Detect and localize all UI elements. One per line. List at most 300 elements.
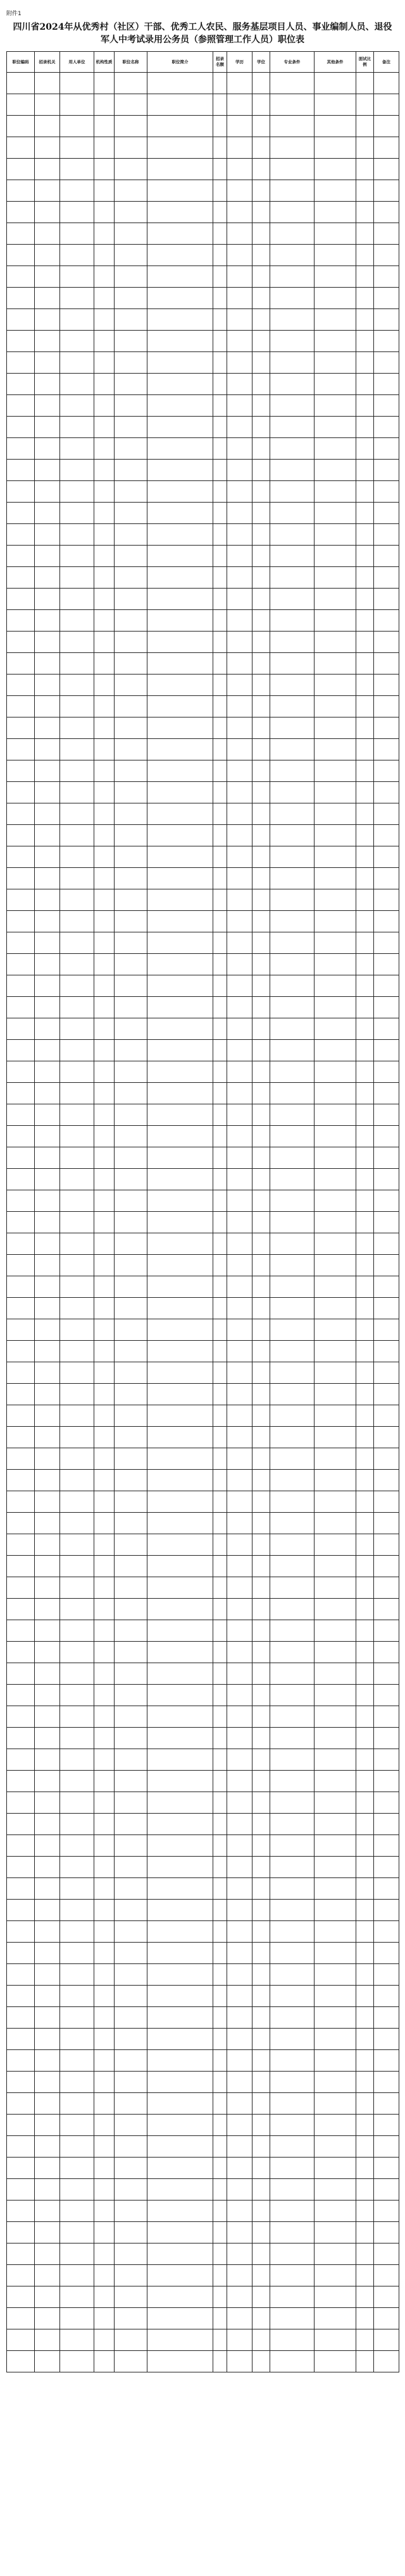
- table-cell: [60, 1212, 94, 1233]
- table-cell: [270, 1255, 315, 1276]
- table-cell: [147, 2351, 213, 2372]
- table-cell: [35, 1061, 60, 1083]
- table-cell: [7, 610, 35, 632]
- table-cell: [227, 2072, 252, 2093]
- table-cell: [374, 1771, 399, 1792]
- table-cell: [252, 1448, 270, 1470]
- table-cell: [7, 1814, 35, 1835]
- table-cell: [374, 1577, 399, 1599]
- table-cell: [315, 288, 356, 309]
- table-cell: [356, 1663, 374, 1685]
- table-cell: [356, 1814, 374, 1835]
- table-cell: [356, 932, 374, 954]
- table-row: [7, 846, 399, 868]
- table-cell: [60, 739, 94, 760]
- table-row: [7, 524, 399, 546]
- table-cell: [35, 1749, 60, 1771]
- table-cell: [115, 696, 147, 717]
- table-cell: [35, 2351, 60, 2372]
- table-cell: [7, 159, 35, 180]
- table-cell: [270, 1599, 315, 1620]
- table-cell: [356, 782, 374, 803]
- table-cell: [315, 1642, 356, 1663]
- table-cell: [252, 2007, 270, 2029]
- table-cell: [315, 2329, 356, 2351]
- table-cell: [147, 675, 213, 696]
- table-cell: [115, 1857, 147, 1878]
- table-cell: [227, 1298, 252, 1319]
- table-cell: [115, 1298, 147, 1319]
- table-cell: [315, 803, 356, 825]
- table-row: [7, 438, 399, 460]
- table-cell: [270, 1857, 315, 1878]
- table-cell: [94, 1663, 115, 1685]
- table-row: [7, 1362, 399, 1384]
- table-cell: [227, 223, 252, 245]
- table-cell: [213, 223, 227, 245]
- attachment-label: 附件1: [6, 11, 22, 17]
- table-row: [7, 868, 399, 889]
- table-cell: [213, 1083, 227, 1104]
- table-cell: [60, 1341, 94, 1362]
- table-cell: [35, 1169, 60, 1190]
- table-cell: [213, 1964, 227, 1986]
- table-cell: [35, 331, 60, 352]
- table-cell: [315, 438, 356, 460]
- table-cell: [7, 1663, 35, 1685]
- table-cell: [94, 1362, 115, 1384]
- table-cell: [356, 1212, 374, 1233]
- table-cell: [374, 1749, 399, 1771]
- table-cell: [35, 395, 60, 417]
- table-cell: [213, 1126, 227, 1147]
- table-cell: [147, 2115, 213, 2136]
- table-cell: [227, 997, 252, 1018]
- table-cell: [356, 1728, 374, 1749]
- table-cell: [315, 1169, 356, 1190]
- table-row: [7, 1728, 399, 1749]
- table-cell: [374, 159, 399, 180]
- table-cell: [115, 180, 147, 202]
- table-cell: [315, 975, 356, 997]
- table-cell: [213, 288, 227, 309]
- table-cell: [60, 1599, 94, 1620]
- table-cell: [227, 1857, 252, 1878]
- table-cell: [374, 73, 399, 94]
- table-cell: [213, 1663, 227, 1685]
- table-cell: [374, 524, 399, 546]
- table-cell: [270, 2093, 315, 2115]
- table-cell: [356, 374, 374, 395]
- table-cell: [115, 1663, 147, 1685]
- table-cell: [270, 1061, 315, 1083]
- table-cell: [60, 911, 94, 932]
- table-cell: [7, 1448, 35, 1470]
- table-cell: [213, 1061, 227, 1083]
- table-cell: [35, 1857, 60, 1878]
- table-cell: [94, 1083, 115, 1104]
- table-row: [7, 1255, 399, 1276]
- table-cell: [7, 2351, 35, 2372]
- table-cell: [374, 997, 399, 1018]
- table-cell: [315, 2007, 356, 2029]
- table-cell: [356, 1104, 374, 1126]
- table-cell: [252, 739, 270, 760]
- table-cell: [115, 632, 147, 653]
- table-cell: [374, 1491, 399, 1513]
- table-row: [7, 2286, 399, 2308]
- table-cell: [147, 73, 213, 94]
- table-row: [7, 137, 399, 159]
- table-cell: [213, 1685, 227, 1706]
- table-cell: [60, 546, 94, 567]
- table-cell: [115, 1104, 147, 1126]
- table-row: [7, 1169, 399, 1190]
- table-cell: [35, 1212, 60, 1233]
- table-cell: [213, 2072, 227, 2093]
- table-row: [7, 2265, 399, 2286]
- table-cell: [60, 1642, 94, 1663]
- table-row: [7, 2351, 399, 2372]
- table-cell: [213, 159, 227, 180]
- table-cell: [270, 675, 315, 696]
- table-cell: [252, 1857, 270, 1878]
- table-cell: [147, 331, 213, 352]
- table-cell: [147, 1943, 213, 1964]
- table-cell: [60, 1233, 94, 1255]
- table-cell: [35, 1534, 60, 1556]
- table-cell: [315, 1814, 356, 1835]
- table-cell: [60, 352, 94, 374]
- table-cell: [356, 159, 374, 180]
- table-cell: [35, 2201, 60, 2222]
- table-cell: [147, 567, 213, 589]
- table-cell: [374, 417, 399, 438]
- table-cell: [356, 2050, 374, 2072]
- table-cell: [115, 717, 147, 739]
- table-row: [7, 546, 399, 567]
- table-cell: [147, 1792, 213, 1814]
- table-cell: [7, 1792, 35, 1814]
- table-cell: [115, 1169, 147, 1190]
- table-cell: [227, 2050, 252, 2072]
- table-cell: [147, 911, 213, 932]
- table-cell: [270, 717, 315, 739]
- table-cell: [227, 1233, 252, 1255]
- table-cell: [252, 1663, 270, 1685]
- table-cell: [356, 2179, 374, 2201]
- table-cell: [213, 1190, 227, 1212]
- table-cell: [213, 1169, 227, 1190]
- table-cell: [35, 1943, 60, 1964]
- table-cell: [356, 137, 374, 159]
- table-cell: [115, 1964, 147, 1986]
- table-cell: [213, 2115, 227, 2136]
- table-cell: [94, 932, 115, 954]
- table-cell: [115, 116, 147, 137]
- table-cell: [356, 1362, 374, 1384]
- table-cell: [270, 739, 315, 760]
- table-cell: [60, 1040, 94, 1061]
- table-cell: [270, 1964, 315, 1986]
- table-cell: [115, 1642, 147, 1663]
- table-cell: [213, 1577, 227, 1599]
- table-cell: [227, 1470, 252, 1491]
- table-cell: [227, 932, 252, 954]
- table-cell: [374, 503, 399, 524]
- table-cell: [315, 1319, 356, 1341]
- table-cell: [115, 2093, 147, 2115]
- table-cell: [7, 1083, 35, 1104]
- table-cell: [270, 889, 315, 911]
- table-cell: [35, 1190, 60, 1212]
- table-cell: [356, 460, 374, 481]
- table-cell: [147, 1341, 213, 1362]
- table-cell: [7, 460, 35, 481]
- table-cell: [60, 245, 94, 266]
- table-cell: [7, 2308, 35, 2329]
- table-cell: [252, 159, 270, 180]
- table-cell: [213, 589, 227, 610]
- table-row: [7, 1900, 399, 1921]
- table-cell: [315, 1384, 356, 1405]
- table-cell: [374, 2007, 399, 2029]
- table-cell: [147, 2222, 213, 2243]
- table-cell: [60, 2329, 94, 2351]
- table-cell: [7, 1341, 35, 1362]
- table-cell: [35, 1663, 60, 1685]
- table-cell: [252, 1427, 270, 1448]
- table-cell: [315, 546, 356, 567]
- table-cell: [270, 374, 315, 395]
- table-cell: [227, 1921, 252, 1943]
- table-cell: [315, 1190, 356, 1212]
- table-cell: [213, 1276, 227, 1298]
- table-cell: [7, 589, 35, 610]
- table-cell: [94, 245, 115, 266]
- table-cell: [60, 803, 94, 825]
- table-cell: [227, 1018, 252, 1040]
- table-cell: [94, 1577, 115, 1599]
- table-cell: [213, 997, 227, 1018]
- table-cell: [147, 546, 213, 567]
- table-cell: [7, 653, 35, 675]
- table-cell: [213, 1470, 227, 1491]
- table-cell: [374, 1556, 399, 1577]
- table-cell: [227, 202, 252, 223]
- table-cell: [374, 1190, 399, 1212]
- table-cell: [252, 73, 270, 94]
- table-row: [7, 1061, 399, 1083]
- table-cell: [252, 460, 270, 481]
- table-cell: [227, 2007, 252, 2029]
- table-cell: [315, 1620, 356, 1642]
- table-cell: [252, 567, 270, 589]
- table-cell: [270, 180, 315, 202]
- table-cell: [356, 1835, 374, 1857]
- table-cell: [356, 1577, 374, 1599]
- table-cell: [147, 1233, 213, 1255]
- table-cell: [147, 94, 213, 116]
- table-cell: [270, 975, 315, 997]
- table-cell: [252, 438, 270, 460]
- table-cell: [356, 2072, 374, 2093]
- table-cell: [147, 2243, 213, 2265]
- table-cell: [7, 1835, 35, 1857]
- table-cell: [356, 1921, 374, 1943]
- table-cell: [356, 1147, 374, 1169]
- table-cell: [35, 309, 60, 331]
- table-row: [7, 889, 399, 911]
- table-cell: [227, 438, 252, 460]
- table-cell: [227, 610, 252, 632]
- table-cell: [213, 825, 227, 846]
- table-cell: [252, 180, 270, 202]
- table-cell: [7, 954, 35, 975]
- table-cell: [35, 223, 60, 245]
- table-cell: [374, 546, 399, 567]
- table-cell: [356, 1685, 374, 1706]
- table-cell: [7, 1427, 35, 1448]
- table-row: [7, 1018, 399, 1040]
- table-cell: [356, 889, 374, 911]
- table-cell: [94, 589, 115, 610]
- table-cell: [7, 1599, 35, 1620]
- table-cell: [94, 1857, 115, 1878]
- table-cell: [270, 546, 315, 567]
- table-cell: [115, 782, 147, 803]
- table-cell: [94, 1276, 115, 1298]
- table-cell: [270, 782, 315, 803]
- table-cell: [356, 94, 374, 116]
- table-cell: [147, 610, 213, 632]
- table-cell: [252, 2222, 270, 2243]
- table-cell: [315, 116, 356, 137]
- table-cell: [356, 2265, 374, 2286]
- table-cell: [35, 1706, 60, 1728]
- table-cell: [374, 1126, 399, 1147]
- table-cell: [94, 1556, 115, 1577]
- table-cell: [252, 1878, 270, 1900]
- table-cell: [227, 524, 252, 546]
- table-cell: [213, 846, 227, 868]
- table-cell: [115, 1921, 147, 1943]
- table-cell: [356, 2351, 374, 2372]
- table-cell: [252, 760, 270, 782]
- table-cell: [94, 889, 115, 911]
- table-cell: [356, 1556, 374, 1577]
- table-cell: [356, 2136, 374, 2158]
- table-row: [7, 1040, 399, 1061]
- table-cell: [115, 1792, 147, 1814]
- table-cell: [270, 2201, 315, 2222]
- table-cell: [94, 610, 115, 632]
- table-cell: [35, 2286, 60, 2308]
- table-cell: [315, 2201, 356, 2222]
- table-cell: [252, 524, 270, 546]
- position-table: [6, 51, 399, 2372]
- table-cell: [270, 1040, 315, 1061]
- table-cell: [213, 975, 227, 997]
- table-cell: [115, 1233, 147, 1255]
- table-cell: [147, 1814, 213, 1835]
- table-cell: [94, 911, 115, 932]
- table-cell: [35, 2329, 60, 2351]
- table-cell: [374, 2201, 399, 2222]
- table-cell: [374, 868, 399, 889]
- table-cell: [315, 610, 356, 632]
- table-cell: [35, 825, 60, 846]
- table-cell: [356, 803, 374, 825]
- table-cell: [35, 1620, 60, 1642]
- table-cell: [115, 202, 147, 223]
- table-cell: [356, 1061, 374, 1083]
- table-cell: [252, 202, 270, 223]
- table-cell: [315, 2351, 356, 2372]
- table-cell: [270, 159, 315, 180]
- table-cell: [115, 1276, 147, 1298]
- table-cell: [60, 868, 94, 889]
- table-cell: [7, 352, 35, 374]
- table-cell: [60, 1083, 94, 1104]
- table-cell: [356, 1126, 374, 1147]
- table-cell: [227, 1835, 252, 1857]
- table-cell: [213, 1491, 227, 1513]
- table-row: [7, 1857, 399, 1878]
- table-cell: [7, 2115, 35, 2136]
- table-cell: [35, 1513, 60, 1534]
- table-cell: [7, 803, 35, 825]
- table-cell: [94, 1147, 115, 1169]
- table-cell: [60, 2158, 94, 2179]
- table-cell: [115, 2222, 147, 2243]
- table-cell: [115, 288, 147, 309]
- table-cell: [213, 245, 227, 266]
- table-cell: [252, 2265, 270, 2286]
- table-cell: [227, 2029, 252, 2050]
- table-row: [7, 717, 399, 739]
- table-cell: [147, 2093, 213, 2115]
- table-cell: [7, 1857, 35, 1878]
- table-cell: [7, 2179, 35, 2201]
- table-cell: [60, 223, 94, 245]
- table-cell: [60, 1986, 94, 2007]
- table-cell: [315, 954, 356, 975]
- table-cell: [270, 954, 315, 975]
- table-cell: [252, 374, 270, 395]
- table-cell: [227, 116, 252, 137]
- table-cell: [270, 1169, 315, 1190]
- table-cell: [213, 438, 227, 460]
- table-cell: [35, 352, 60, 374]
- table-cell: [147, 932, 213, 954]
- table-cell: [7, 911, 35, 932]
- table-cell: [374, 675, 399, 696]
- table-cell: [213, 1534, 227, 1556]
- table-row: [7, 1599, 399, 1620]
- table-cell: [252, 1405, 270, 1427]
- table-cell: [213, 1599, 227, 1620]
- table-cell: [252, 1728, 270, 1749]
- table-cell: [356, 2029, 374, 2050]
- table-cell: [227, 696, 252, 717]
- table-cell: [252, 1620, 270, 1642]
- table-cell: [94, 1599, 115, 1620]
- table-cell: [60, 825, 94, 846]
- table-cell: [60, 1448, 94, 1470]
- table-cell: [115, 1147, 147, 1169]
- table-cell: [252, 1255, 270, 1276]
